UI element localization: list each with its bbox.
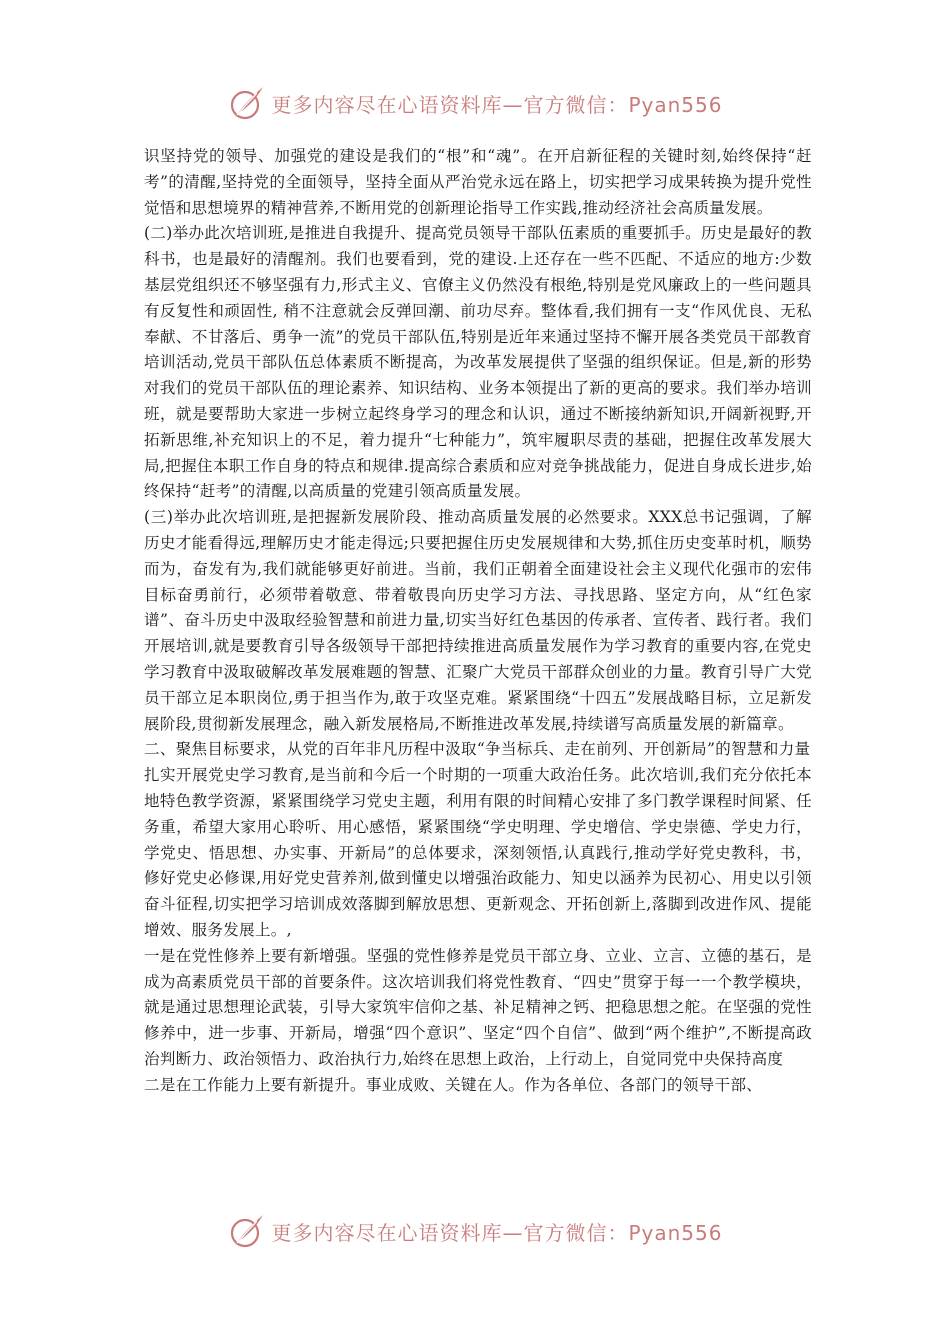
paragraph-work-ability: 二是在工作能力上要有新提升。事业成败、关键在人。作为各单位、各部门的领导干部、 <box>144 1075 763 1094</box>
header-watermark-banner <box>0 80 950 126</box>
paragraph-point-two: (二)举办此次培训班,是推进自我提升、提高党员领导干部队伍素质的重要抓手。历史是最好的教科书，也是最好的清醒剂。我们也要看到，党的建设.上还存在一些不匹配、不适应的地方:少数基层党组织还不够坚强有力,形式主义、官僚主义仍然没有根绝,特别是党风廉政上的一些问题具有反复性和顽固性, 稍不注意就会反弹回潮、前功尽弃。整体看,我们拥有一支“作风优良、无私奉献、不甘落后、勇争一流”的党员干部队伍,特别是近年来通过坚持不懈开展各类党员干部教育培训活动,党员干部队伍总体素质不断提高，为改革发展提供了坚强的组织保证。但是,新的形势对我们的党员干部队伍的理论素养、知识结构、业务本领提出了新的更高的要求。我们举办培训班，就是要帮助大家进一步树立起终身学习的理念和认识，通过不断接纳新知识,开阔新视野,开拓新思维,补充知识上的不足，着力提升“七种能力”，筑牢履职尽责的基础，把握住改革发展大局,把握住本职工作自身的特点和规律.提高综合素质和应对竞争挑战能力，促进自身成长进步,始终保持“赶考”的清醒,以高质量的党建引领高质量发展。 <box>144 224 812 501</box>
document-body <box>144 144 812 1098</box>
quill-logo-icon <box>227 1211 267 1251</box>
footer-watermark-banner <box>0 1208 950 1254</box>
watermark-text: 更多内容尽在心语资料库—官方微信：Pyan556 <box>271 92 723 117</box>
quill-logo-icon <box>227 83 267 123</box>
paragraph-section-intro: 扎实开展党史学习教育,是当前和今后一个时期的一项重大政治任务。此次培训,我们充分依托本地特色教学资源，紧紧围绕学习党史主题，利用有限的时间精心安排了多门教学课程时间紧、任务重，希望大家用心聆听、用心感悟，紧紧围绕“学史明理、学史增信、学史崇德、学史力行，学党史、悟思想、办实事、开新局”的总体要求，深刻领悟,认真践行,推动学好党史教科，书，修好党史必修课,用好党史营养剂,做到懂史以增强治政能力、知史以涵养为民初心、用史以引领奋斗征程,切实把学习培训成效落脚到解放思想、更新观念、开拓创新上,落脚到改进作风、提能增效、服务发展上。, <box>144 766 812 939</box>
paragraph-point-three: (三)举办此次培训班,是把握新发展阶段、推动高质量发展的必然要求。XXX总书记强调，了解历史才能看得远,理解历史才能走得远;只要把握住历史发展规律和大势,抓住历史变革时机，顺势而为，奋发有为,我们就能够更好前进。当前，我们正朝着全面建设社会主义现代化强市的宏伟目标奋勇前行，必须带着敬意、带着敬畏向历史学习方法、寻找思路、坚定方向，从“红色家谱”、奋斗历史中汲取经验智慧和前进力量,切实当好红色基因的传承者、宣传者、践行者。我们开展培训,就是要教育引导各级领导干部把持续推进高质量发展作为学习教育的重要内容,在党史学习教育中汲取破解改革发展难题的智慧、汇聚广大党员干部群众创业的力量。教育引导广大党员干部立足本职岗位,勇于担当作为,敢于攻坚克难。紧紧围绕“十四五”发展战略目标，立足新发展阶段,贯彻新发展理念，融入新发展格局,不断推进改革发展,持续谱写高质量发展的新篇章。 <box>144 508 812 733</box>
section-heading-two: 二、聚焦目标要求，从党的百年非凡历程中汲取“争当标兵、走在前列、开创新局”的智慧和力量 <box>144 740 811 759</box>
watermark-text: 更多内容尽在心语资料库—官方微信：Pyan556 <box>271 1220 723 1245</box>
paragraph-continuation: 识坚持党的领导、加强党的建设是我们的“根”和“魂”。在开启新征程的关键时刻,始终保持“赶考”的清醒,坚持党的全面领导，坚持全面从严治党永远在路上，切实把学习成果转换为提升党性觉悟和思想境界的精神营养,不断用党的创新理论指导工作实践,推动经济社会高质量发展。 <box>144 147 812 217</box>
paragraph-party-spirit: 一是在党性修养上要有新增强。坚强的党性修养是党员干部立身、立业、立言、立德的基石，是成为高素质党员干部的首要条件。这次培训我们将党性教育、“四史”贯穿于每一一个教学模块，就是通过思想理论武装，引导大家筑牢信仰之基、补足精神之钙、把稳思想之舵。在坚强的党性修养中，进一步事、开新局，增强“四个意识”、坚定“四个自信”、做到“两个维护”,不断提高政治判断力、政治领悟力、政治执行力,始终在思想上政治，上行动上，自觉同党中央保持高度 <box>144 946 812 1068</box>
